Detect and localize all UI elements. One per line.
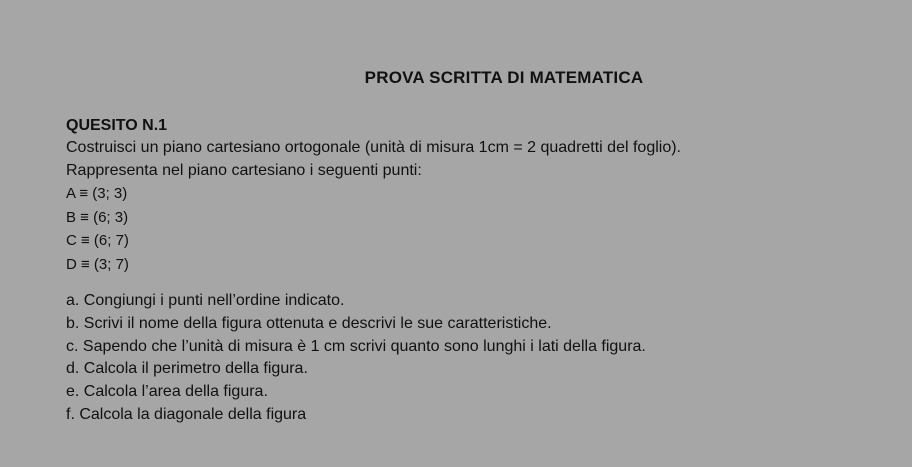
tasks-list [66,290,896,427]
task-d: d. Calcola il perimetro della figura. [66,360,308,378]
question-section [66,115,896,427]
task-a: a. Congiungi i punti nell’ordine indicato. [66,292,345,309]
task-f: f. Calcola la diagonale della figura [66,405,307,423]
point-c: C ≡ (6; 7) [66,232,129,249]
document-title: PROVA SCRITTA DI MATEMATICA [364,68,644,87]
question-heading: QUESITO N.1 [66,117,168,134]
task-c: c. Sapendo che l’unità di misura è 1 cm scrivi quanto sono lunghi i lati della figura. [66,337,646,355]
task-e: e. Calcola l’area della figura. [66,383,268,401]
point-d: D ≡ (3; 7) [66,255,129,273]
intro-line: Rappresenta nel piano cartesiano i seguenti punti: [66,161,422,179]
task-b: b. Scrivi il nome della figura ottenuta e descrivi le sue caratteristiche. [66,314,552,332]
point-a: A ≡ (3; 3) [66,185,128,202]
point-b: B ≡ (6; 3) [66,208,129,226]
intro-line: Costruisci un piano cartesiano ortogonale (unità di misura 1cm = 2 quadretti del foglio). [66,139,681,156]
points-list [66,182,896,276]
